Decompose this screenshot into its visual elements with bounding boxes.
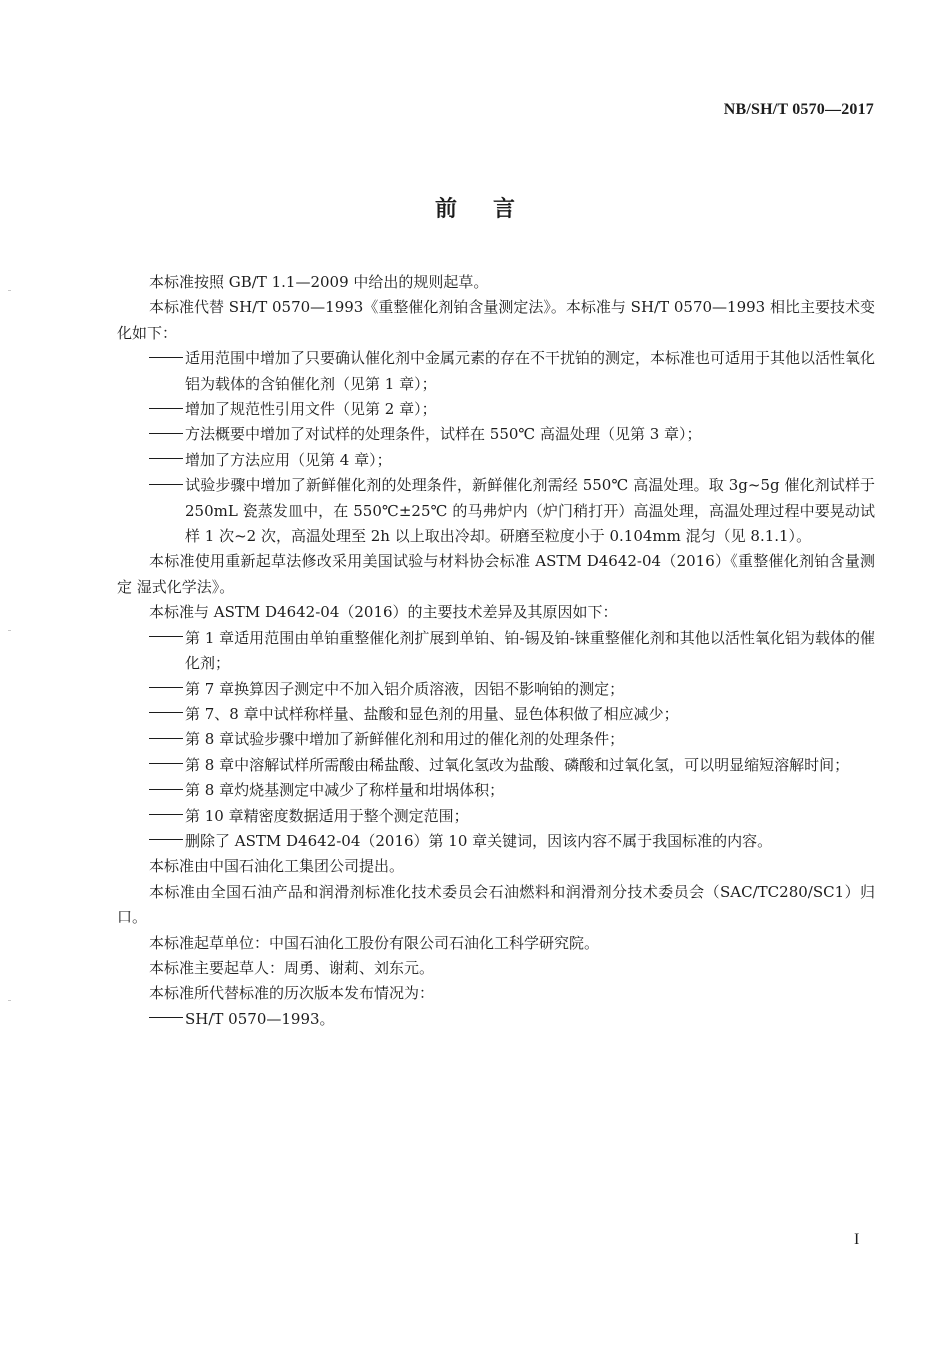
em-dash-marker [149,687,183,689]
change-list-item [117,677,875,702]
list-item-text: 增加了方法应用（见第 4 章）； [185,450,392,469]
em-dash-marker [149,636,183,638]
change-list-item [117,727,875,752]
body-paragraph: 本标准使用重新起草法修改采用美国试验与材料协会标准 ASTM D4642-04（2016）《重整催化剂铂含量测定 湿式化学法》。 [117,552,875,596]
list-item-text: 增加了规范性引用文件（见第 2 章）； [185,400,437,419]
change-list-item [117,473,875,549]
change-list-item [117,397,875,422]
list-item-text: 试验步骤中增加了新鲜催化剂的处理条件，新鲜催化剂需经 550℃ 高温处理。取 3g~5g 催化剂试样于 250mL 瓷蒸发皿中，在 550℃±25℃ 的马弗炉内（炉门稍打开）高温处理，高温处理过程中要晃动试样 1 次~2 次，高温处理至 2h 以上取出冷却。研磨至粒度小于 0.104mm 混匀（见 8.1.1）。 [185,476,875,546]
page-number: I [854,1231,860,1248]
standard-number: NB/SH/T 0570—2017 [723,101,874,118]
em-dash-marker [149,814,183,816]
change-list-item [117,448,875,473]
em-dash-marker [149,1017,183,1019]
em-dash-marker [149,789,183,791]
list-item-text: SH/T 0570—1993。 [185,1009,335,1028]
change-list-item [117,346,875,397]
em-dash-marker [149,763,183,765]
list-item-text: 第 7、8 章中试样称样量、盐酸和显色剂的用量、显色体积做了相应减少； [185,704,679,723]
body-paragraph: 本标准主要起草人：周勇、谢莉、刘东元。 [149,958,435,977]
em-dash-marker [149,408,183,410]
list-item-text: 第 8 章试验步骤中增加了新鲜催化剂和用过的催化剂的处理条件； [185,730,625,749]
em-dash-marker [149,839,183,841]
body-paragraph: 本标准起草单位：中国石油化工股份有限公司石油化工科学研究院。 [149,933,600,952]
change-list-item [117,702,875,727]
list-item-text: 第 10 章精密度数据适用于整个测定范围； [185,806,469,825]
body-paragraph: 本标准代替 SH/T 0570—1993《重整催化剂铂含量测定法》。本标准与 SH/T 0570—1993 相比主要技术变化如下： [117,298,875,342]
change-list-item [117,778,875,803]
scan-mark [8,290,11,291]
scan-mark [8,1000,11,1001]
list-item-text: 第 8 章中溶解试样所需酸由稀盐酸、过氧化氢改为盐酸、磷酸和过氧化氢，可以明显缩短溶解时间； [185,755,850,774]
em-dash-marker [149,433,183,435]
body-paragraph: 本标准由中国石油化工集团公司提出。 [149,857,405,876]
list-item-text: 第 7 章换算因子测定中不加入铝介质溶液，因铝不影响铂的测定； [185,679,625,698]
list-item-text: 适用范围中增加了只要确认催化剂中金属元素的存在不干扰铂的测定，本标准也可适用于其他以活性氧化铝为载体的含铂催化剂（见第 1 章）； [185,349,876,393]
change-list-item [117,804,875,829]
change-list-item [117,1007,875,1032]
list-item-text: 第 1 章适用范围由单铂重整催化剂扩展到单铂、铂-锡及铂-铼重整催化剂和其他以活性氧化铝为载体的催化剂； [185,628,875,673]
body-paragraph: 本标准所代替标准的历次版本发布情况为： [149,984,435,1003]
em-dash-marker [149,484,183,486]
em-dash-marker [149,738,183,740]
page-title: 前言 [434,197,551,222]
list-item-text: 第 8 章灼烧基测定中减少了称样量和坩埚体积； [185,781,505,800]
list-item-text: 删除了 ASTM D4642-04（2016）第 10 章关键词，因该内容不属于我国标准的内容。 [185,831,773,850]
change-list-item [117,626,875,677]
body-paragraph: 本标准按照 GB/T 1.1—2009 中给出的规则起草。 [149,273,489,291]
body-paragraph: 本标准由全国石油产品和润滑剂标准化技术委员会石油燃料和润滑剂分技术委员会（SAC/TC280/SC1）归口。 [117,882,875,927]
em-dash-marker [149,357,183,359]
change-list-item [117,422,875,447]
foreword-body [117,270,875,1032]
em-dash-marker [149,712,183,714]
body-paragraph: 本标准与 ASTM D4642-04（2016）的主要技术差异及其原因如下： [149,603,618,622]
em-dash-marker [149,458,183,460]
change-list-item [117,829,875,854]
change-list-item [117,753,875,778]
list-item-text: 方法概要中增加了对试样的处理条件，试样在 550℃ 高温处理（见第 3 章）； [185,425,702,444]
scan-mark [8,630,11,631]
